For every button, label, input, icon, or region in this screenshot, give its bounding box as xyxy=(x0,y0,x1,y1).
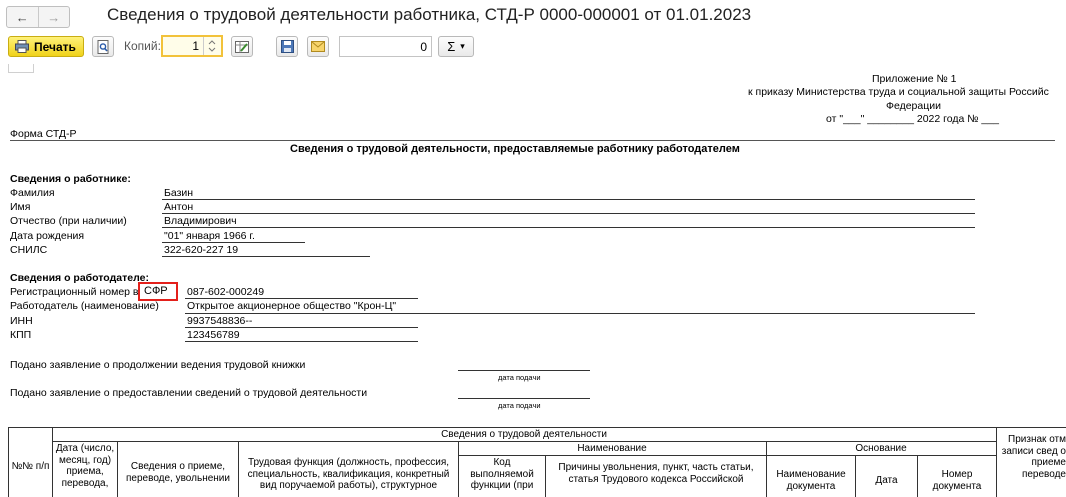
copies-spinner[interactable] xyxy=(203,37,221,55)
form-name: Форма СТД-Р xyxy=(10,128,77,140)
employee-section-title: Сведения о работнике: xyxy=(10,173,131,185)
col-document-name: Наименование документа xyxy=(776,469,846,492)
birth-value: "01" января 1966 г. xyxy=(164,230,255,242)
save-button[interactable] xyxy=(276,36,298,57)
snils-label: СНИЛС xyxy=(10,244,48,256)
col-cancel-sign: Признак отм записи свед о приеме переводе xyxy=(1001,434,1066,480)
copies-value: 1 xyxy=(192,39,199,53)
corner-cell xyxy=(8,64,34,73)
continue-book-application: Подано заявление о продолжении ведения трудовой книжки xyxy=(10,359,306,371)
inn-value: 9937548836-- xyxy=(187,315,253,327)
copies-input[interactable] xyxy=(161,35,223,57)
send-email-button[interactable] xyxy=(307,36,329,57)
name-value: Антон xyxy=(164,201,194,213)
copies-label: Копий: xyxy=(124,39,161,53)
col-function: Трудовая функция (должность, профессия, специальность, квалификация, конкретный вид поручаемой работы), структурное xyxy=(247,457,450,491)
surname-value: Базин xyxy=(164,187,194,199)
appendix-line-1: Приложение № 1 xyxy=(872,73,957,85)
inn-label: ИНН xyxy=(10,315,33,327)
envelope-icon xyxy=(311,41,325,52)
employer-section-title: Сведения о работодателе: xyxy=(10,272,149,284)
date-caption-1: дата подачи xyxy=(498,373,541,382)
print-label: Печать xyxy=(34,39,76,54)
provide-info-application: Подано заявление о предоставлении сведений о трудовой деятельности xyxy=(10,387,368,399)
edit-table-icon xyxy=(235,41,249,53)
col-document-number: Номер документа xyxy=(932,469,982,492)
spreadsheet-document xyxy=(0,64,1066,497)
group-header-activity: Сведения о трудовой деятельности xyxy=(441,429,607,440)
chevron-down-icon: ▾ xyxy=(460,41,465,51)
col-function-code: Код выполняемой функции (при xyxy=(470,457,534,491)
kpp-label: КПП xyxy=(10,329,32,341)
patronymic-label: Отчество (при наличии) xyxy=(10,215,127,227)
appendix-line-4: от "___" ________ 2022 года № ___ xyxy=(826,113,999,125)
col-date: Дата (число, месяц, год) приема, перевода, xyxy=(55,443,115,489)
col-info: Сведения о приеме, переводе, увольнении xyxy=(126,461,230,484)
floppy-disk-icon xyxy=(281,40,294,53)
reg-number-label: Регистрационный номер в xyxy=(10,286,139,298)
date-caption-2: дата подачи xyxy=(498,401,541,410)
surname-label: Фамилия xyxy=(10,187,55,199)
edit-copies-button[interactable] xyxy=(231,36,253,57)
reg-fund-abbrev: СФР xyxy=(144,285,168,297)
document-heading: Сведения о трудовой деятельности, предоставляемые работнику работодателем xyxy=(290,143,740,155)
spinner-arrows-icon xyxy=(204,37,220,55)
employer-name-label: Работодатель (наименование) xyxy=(10,300,159,312)
appendix-line-2: к приказу Министерства труда и социальной защиты Российс xyxy=(748,86,1049,98)
kpp-value: 123456789 xyxy=(187,329,240,341)
print-button[interactable] xyxy=(8,36,84,57)
basis-group-header: Основание xyxy=(855,443,907,454)
appendix-line-3: Федерации xyxy=(886,100,941,112)
col-dismissal-reasons: Причины увольнения, пункт, часть статьи, статья Трудового кодекса Российской xyxy=(558,462,754,485)
sum-field[interactable]: 0 xyxy=(339,36,432,57)
back-arrow-icon[interactable]: ← xyxy=(15,9,29,25)
forward-arrow-icon[interactable]: → xyxy=(38,7,70,27)
sum-mode-dropdown[interactable] xyxy=(438,36,474,57)
col-document-date: Дата xyxy=(875,475,898,486)
name-label: Имя xyxy=(10,201,31,213)
sigma-icon: Σ xyxy=(447,39,456,54)
col-number: №№ п/п xyxy=(11,461,50,472)
employer-name-value: Открытое акционерное общество "Крон-Ц" xyxy=(187,300,397,312)
nav-buttons xyxy=(6,6,70,28)
naming-group-header: Наименование xyxy=(577,443,647,454)
preview-icon xyxy=(97,40,110,54)
birth-label: Дата рождения xyxy=(10,230,85,242)
patronymic-value: Владимирович xyxy=(164,215,237,227)
printer-icon xyxy=(15,40,29,53)
preview-button[interactable] xyxy=(92,36,114,57)
reg-number-value: 087-602-000249 xyxy=(187,286,265,298)
window-title: Сведения о трудовой деятельности работника, СТД-Р 0000-000001 от 01.01.2023 xyxy=(107,5,752,24)
snils-value: 322-620-227 19 xyxy=(164,244,239,256)
